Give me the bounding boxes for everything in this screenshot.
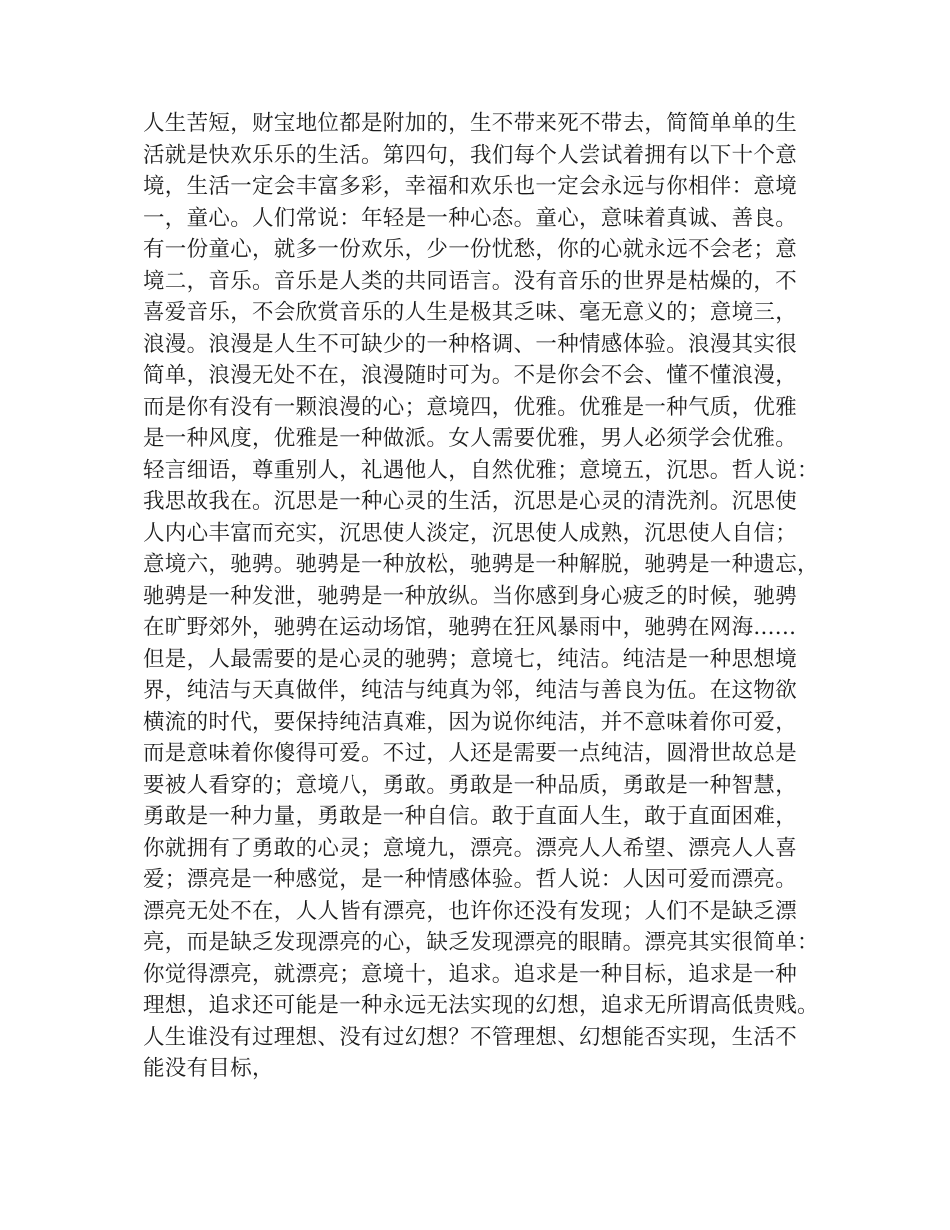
text-line: 而是你有没有一颗浪漫的心；意境四，优雅。优雅是一种气质，优雅 — [143, 394, 798, 420]
text-line: 漂亮无处不在，人人皆有漂亮，也许你还没有发现；人们不是缺乏漂 — [143, 898, 798, 924]
text-line: 境，生活一定会丰富多彩，幸福和欢乐也一定会永远与你相伴：意境 — [143, 174, 798, 199]
text-line: 简单，浪漫无处不在，浪漫随时可为。不是你会不会、懂不懂浪漫， — [143, 363, 798, 388]
text-line: 人内心丰富而充实，沉思使人淡定，沉思使人成熟，沉思使人自信； — [143, 520, 798, 546]
text-line: 你就拥有了勇敢的心灵；意境九，漂亮。漂亮人人希望、漂亮人人喜 — [143, 835, 798, 861]
text-line: 境二，音乐。音乐是人类的共同语言。没有音乐的世界是枯燥的，不 — [143, 268, 798, 294]
text-line: 人生苦短，财宝地位都是附加的，生不带来死不带去，简简单单的生 — [143, 111, 798, 136]
text-line: 一，童心。人们常说：年轻是一种心态。童心，意味着真诚、善良。 — [143, 205, 798, 231]
text-line: 意境六，驰骋。驰骋是一种放松，驰骋是一种解脱，驰骋是一种遗忘， — [143, 552, 819, 577]
text-line: 驰骋是一种发泄，驰骋是一种放纵。当你感到身心疲乏的时候，驰骋 — [143, 583, 798, 609]
text-line: 人生谁没有过理想、没有过幻想？不管理想、幻想能否实现，生活不 — [143, 1024, 798, 1050]
text-line: 要被人看穿的；意境八，勇敢。勇敢是一种品质，勇敢是一种智慧， — [143, 772, 798, 798]
text-line: 轻言细语，尊重别人，礼遇他人，自然优雅；意境五，沉思。哲人说： — [143, 457, 819, 483]
text-line: 但是，人最需要的是心灵的驰骋；意境七，纯洁。纯洁是一种思想境 — [143, 646, 798, 672]
body-text — [143, 108, 823, 1085]
text-line: 勇敢是一种力量，勇敢是一种自信。敢于直面人生，敢于直面困难， — [143, 804, 798, 829]
text-line: 你觉得漂亮，就漂亮；意境十，追求。追求是一种目标，追求是一种 — [143, 961, 798, 987]
text-line: 而是意味着你傻得可爱。不过，人还是需要一点纯洁，圆滑世故总是 — [143, 741, 798, 766]
text-line: 我思故我在。沉思是一种心灵的生活，沉思是心灵的清洗剂。沉思使 — [143, 489, 798, 514]
text-line: 喜爱音乐，不会欣赏音乐的人生是极其乏味、毫无意义的；意境三， — [143, 300, 798, 325]
text-line: 理想，追求还可能是一种永远无法实现的幻想，追求无所谓高低贵贱。 — [143, 993, 819, 1018]
text-line: 亮，而是缺乏发现漂亮的心，缺乏发现漂亮的眼睛。漂亮其实很简单： — [143, 930, 819, 955]
text-line: 横流的时代，要保持纯洁真难，因为说你纯洁，并不意味着你可爱， — [143, 709, 798, 735]
text-line: 爱；漂亮是一种感觉，是一种情感体验。哲人说：人因可爱而漂亮。 — [143, 867, 798, 892]
text-line: 界，纯洁与天真做伴，纯洁与纯真为邻，纯洁与善良为伍。在这物欲 — [143, 678, 798, 703]
text-line: 浪漫。浪漫是人生不可缺少的一种格调、一种情感体验。浪漫其实很 — [143, 331, 798, 357]
text-line: 有一份童心，就多一份欢乐，少一份忧愁，你的心就永远不会老；意 — [143, 237, 798, 262]
text-line: 能没有目标， — [143, 1056, 274, 1081]
text-line: 活就是快欢乐乐的生活。第四句，我们每个人尝试着拥有以下十个意 — [143, 142, 798, 168]
text-line: 是一种风度，优雅是一种做派。女人需要优雅，男人必须学会优雅。 — [143, 426, 798, 451]
text-line: 在旷野郊外，驰骋在运动场馆，驰骋在狂风暴雨中，驰骋在网海...... — [143, 615, 797, 640]
